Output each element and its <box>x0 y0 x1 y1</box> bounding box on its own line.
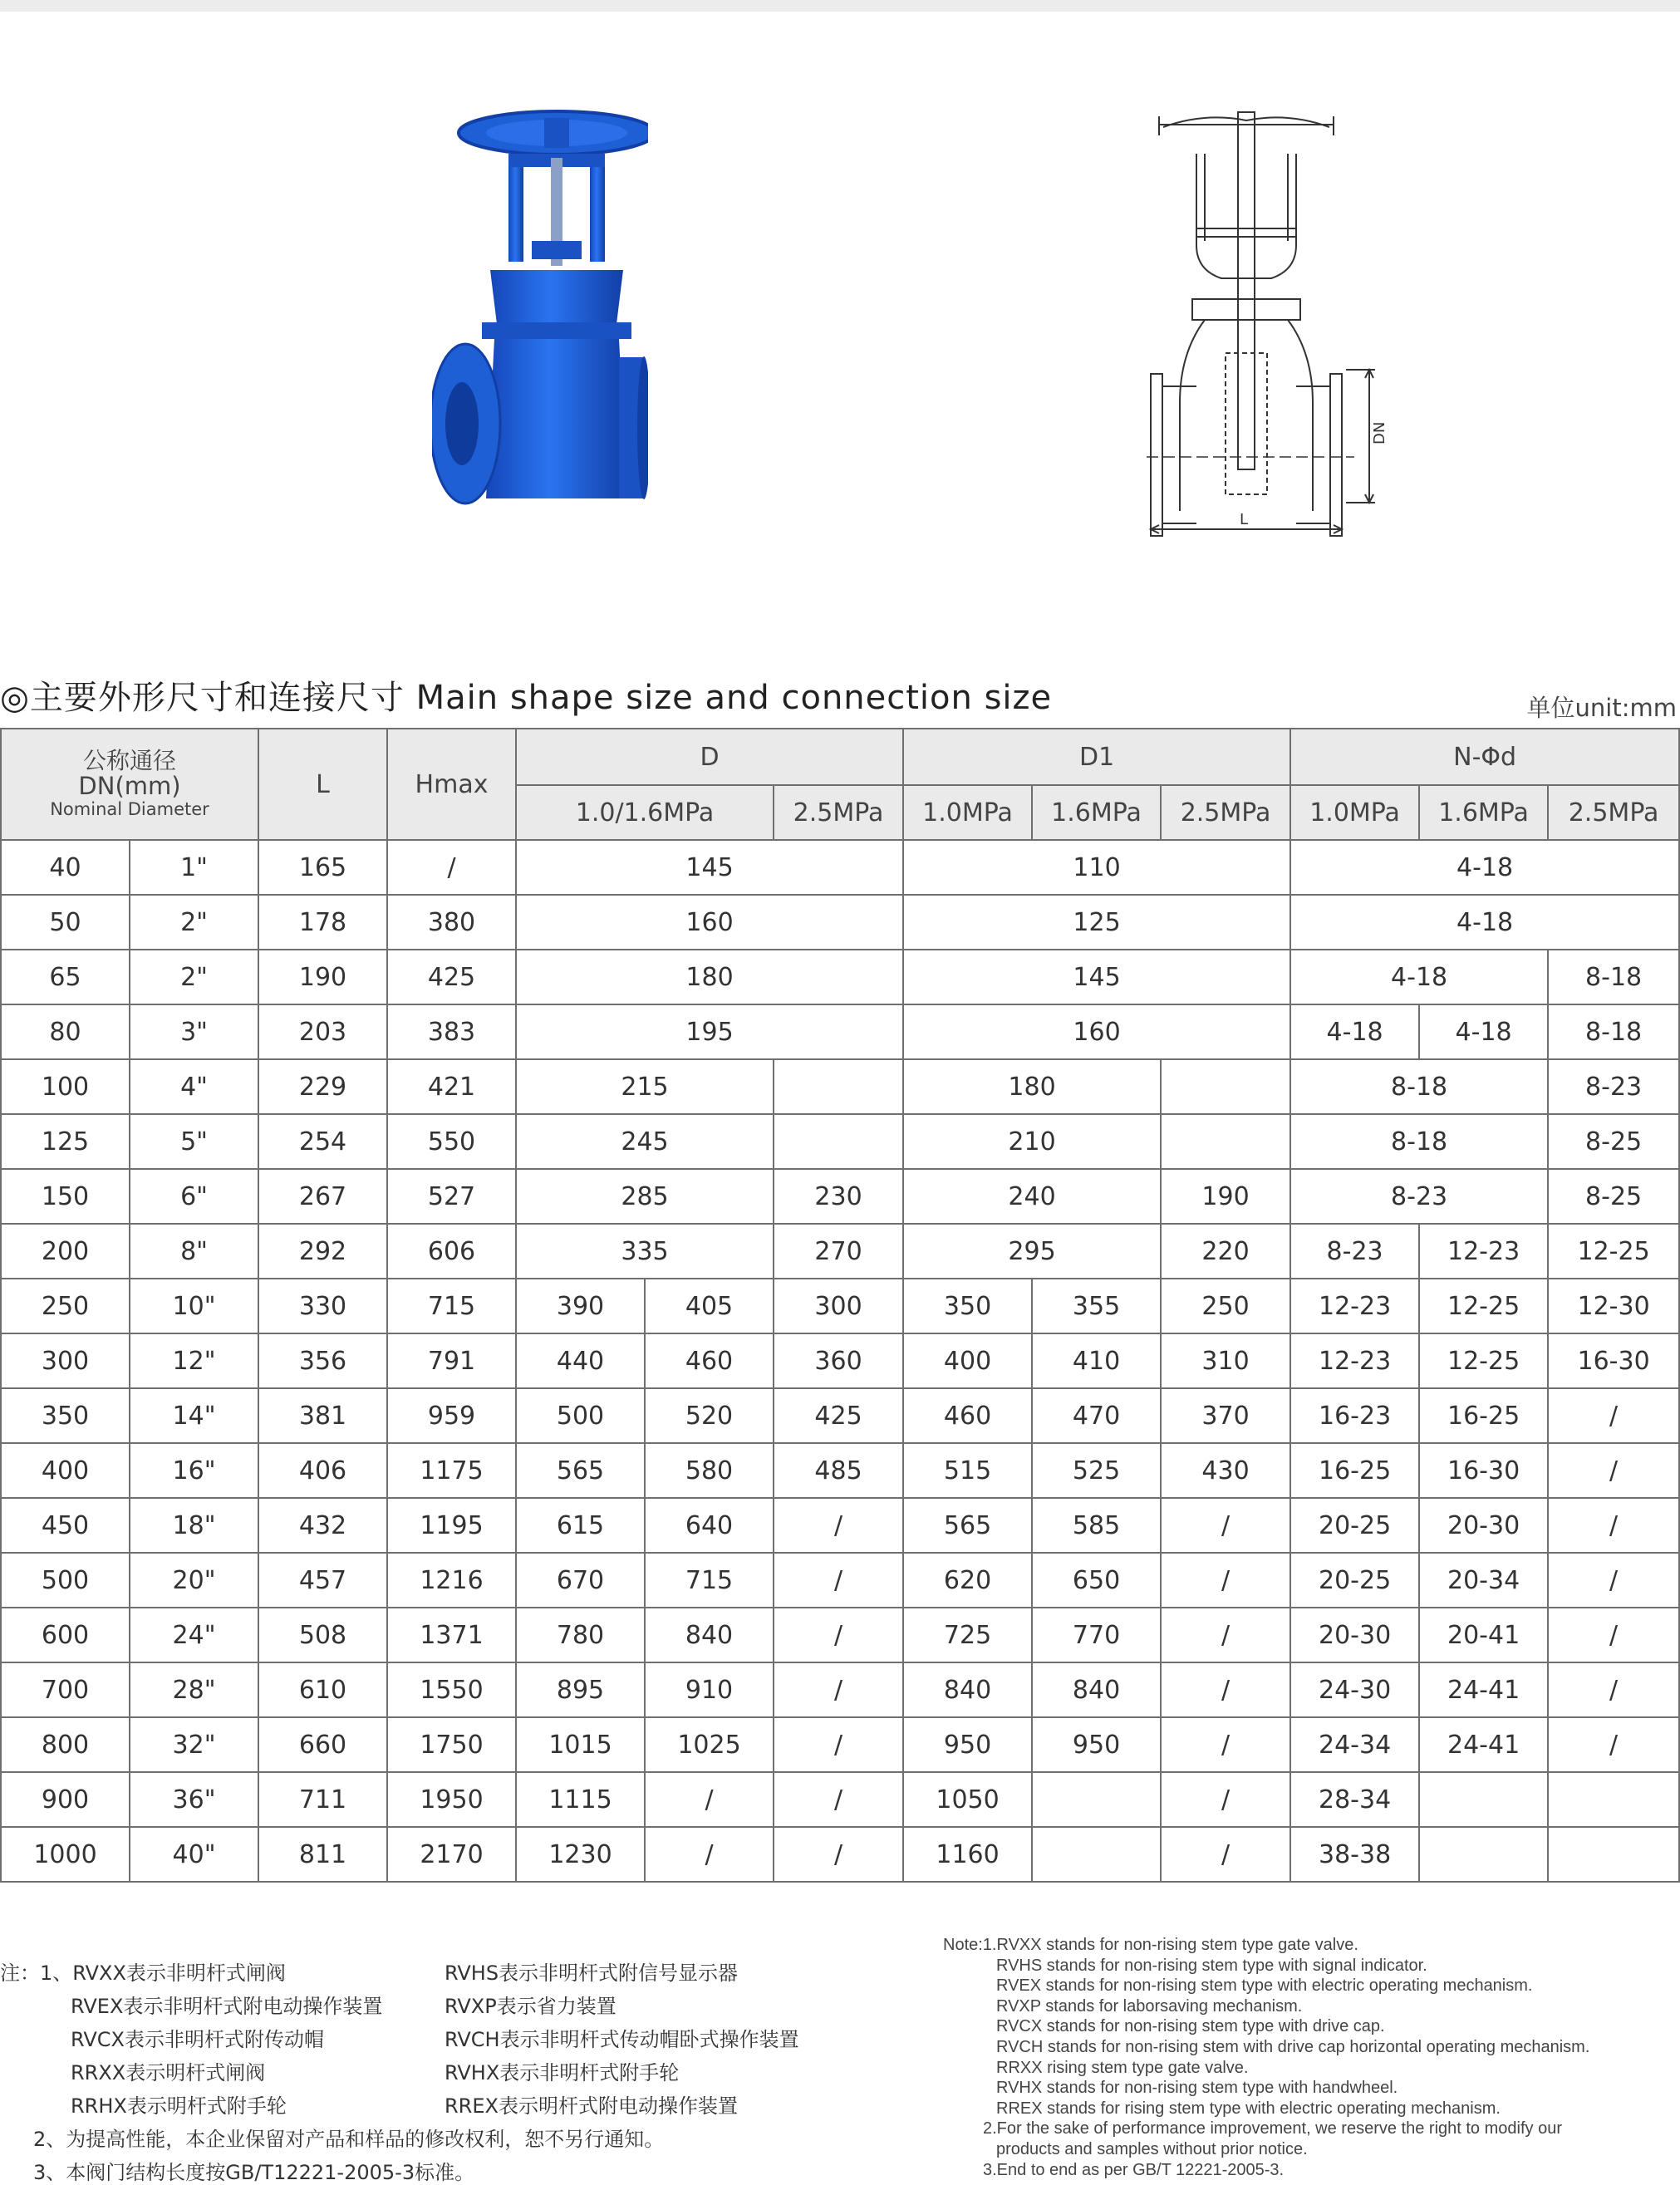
cell-N: / <box>1548 1717 1679 1772</box>
cell-D: 910 <box>645 1662 774 1717</box>
note-en-line: RVHX stands for non-rising stem type with handwheel. <box>996 2079 1398 2098</box>
cell-dn: 65 <box>1 950 130 1004</box>
cell-hmax: 715 <box>387 1279 516 1333</box>
cell-D: 840 <box>645 1608 774 1662</box>
cell-D1 <box>1032 1772 1161 1827</box>
cell-D1: 470 <box>1032 1388 1161 1443</box>
cell-D1: / <box>1161 1553 1290 1608</box>
dn-label: DN <box>1371 421 1388 444</box>
cell-N: 20-25 <box>1290 1553 1419 1608</box>
cell-D1 <box>1032 1827 1161 1882</box>
note-en-line: RVCX stands for non-rising stem type with drive cap. <box>996 2017 1385 2036</box>
cell-L: 330 <box>258 1279 387 1333</box>
cell-N: 24-30 <box>1290 1662 1419 1717</box>
cell-D1: 400 <box>903 1333 1032 1388</box>
cell-inch: 18" <box>130 1498 258 1553</box>
cell-L: 381 <box>258 1388 387 1443</box>
cell-D: 1015 <box>516 1717 645 1772</box>
cell-D1: 585 <box>1032 1498 1161 1553</box>
cell-D: 1230 <box>516 1827 645 1882</box>
cell-N: 8-25 <box>1548 1114 1679 1169</box>
note-zh-line: RVHX表示非明杆式附手轮 <box>445 2061 680 2084</box>
cell-dn: 400 <box>1 1443 130 1498</box>
cell-N: 24-34 <box>1290 1717 1419 1772</box>
cell-D1: 620 <box>903 1553 1032 1608</box>
cell-D1: 240 <box>903 1169 1161 1224</box>
cell-N <box>1419 1827 1548 1882</box>
cell-D1: 220 <box>1161 1224 1290 1279</box>
cell-dn: 40 <box>1 840 130 895</box>
cell-hmax: 1371 <box>387 1608 516 1662</box>
cell-D1: 160 <box>903 1004 1290 1059</box>
table-row <box>1 1827 1679 1882</box>
table-row <box>1 1443 1679 1498</box>
cell-dn: 700 <box>1 1662 130 1717</box>
cell-L: 711 <box>258 1772 387 1827</box>
cell-inch: 12" <box>130 1333 258 1388</box>
table-row <box>1 1169 1679 1224</box>
cell-D: / <box>645 1827 774 1882</box>
cell-N: 8-18 <box>1548 1004 1679 1059</box>
cell-inch: 10" <box>130 1279 258 1333</box>
cell-inch: 6" <box>130 1169 258 1224</box>
cell-D: 580 <box>645 1443 774 1498</box>
note-en-line: RVCH stands for non-rising stem with drive cap horizontal operating mechanism. <box>996 2037 1590 2056</box>
cell-N: 20-41 <box>1419 1608 1548 1662</box>
cell-N: 16-30 <box>1548 1333 1679 1388</box>
cell-D1: / <box>1161 1498 1290 1553</box>
cell-L: 610 <box>258 1662 387 1717</box>
cell-N: 24-41 <box>1419 1662 1548 1717</box>
note-zh-line: 2、为提高性能，本企业保留对产品和样品的修改权利，恕不另行通知。 <box>33 2128 665 2151</box>
cell-N: 8-25 <box>1548 1169 1679 1224</box>
cell-inch: 14" <box>130 1388 258 1443</box>
cell-N: 28-34 <box>1290 1772 1419 1827</box>
cell-D: 390 <box>516 1279 645 1333</box>
cell-L: 165 <box>258 840 387 895</box>
cell-D1: 145 <box>903 950 1290 1004</box>
cell-N: 8-18 <box>1290 1114 1548 1169</box>
cell-D1: 110 <box>903 840 1290 895</box>
cell-N: 8-23 <box>1548 1059 1679 1114</box>
cell-dn: 100 <box>1 1059 130 1114</box>
cell-D: 670 <box>516 1553 645 1608</box>
header-Hmax: Hmax <box>387 729 516 840</box>
table-row <box>1 1114 1679 1169</box>
cell-D1: 210 <box>903 1114 1161 1169</box>
cell-inch: 36" <box>130 1772 258 1827</box>
cell-N: / <box>1548 1443 1679 1498</box>
note-en-line: RVHS stands for non-rising stem type with signal indicator. <box>996 1956 1427 1975</box>
cell-D1 <box>1161 1114 1290 1169</box>
cell-N: 12-23 <box>1290 1333 1419 1388</box>
note-en-line: Note:1.RVXX stands for non-rising stem type gate valve. <box>943 1936 1358 1954</box>
cell-D1: 725 <box>903 1608 1032 1662</box>
cell-D: / <box>774 1772 903 1827</box>
top-bar <box>0 0 1680 12</box>
table-row <box>1 1608 1679 1662</box>
gate-valve-photo <box>432 108 648 548</box>
cell-N: 8-23 <box>1290 1169 1548 1224</box>
cell-inch: 2" <box>130 950 258 1004</box>
cell-N: 38-38 <box>1290 1827 1419 1882</box>
dimension-table <box>0 728 1680 1883</box>
cell-dn: 1000 <box>1 1827 130 1882</box>
cell-D1: 250 <box>1161 1279 1290 1333</box>
table-row <box>1 1224 1679 1279</box>
cell-D: 180 <box>516 950 903 1004</box>
header-D1: D1 <box>903 729 1290 785</box>
cell-N: 12-25 <box>1419 1333 1548 1388</box>
cell-D1: 840 <box>903 1662 1032 1717</box>
cell-N: 12-30 <box>1548 1279 1679 1333</box>
cell-D: 270 <box>774 1224 903 1279</box>
cell-N: 4-18 <box>1290 840 1679 895</box>
cell-hmax: / <box>387 840 516 895</box>
note-en-line: RRXX rising stem type gate valve. <box>996 2058 1249 2077</box>
cell-N <box>1548 1772 1679 1827</box>
header-nominal-diameter: 公称通径 DN(mm) Nominal Diameter <box>1 729 258 840</box>
cell-D: / <box>774 1717 903 1772</box>
cell-D: 520 <box>645 1388 774 1443</box>
cell-hmax: 1216 <box>387 1553 516 1608</box>
cell-N: / <box>1548 1662 1679 1717</box>
l-label: L <box>1240 511 1249 528</box>
table-row <box>1 1717 1679 1772</box>
cell-D1: 460 <box>903 1388 1032 1443</box>
cell-D: 335 <box>516 1224 774 1279</box>
cell-dn: 350 <box>1 1388 130 1443</box>
note-zh-line: RVCX表示非明杆式附传动帽 <box>71 2028 324 2051</box>
cell-D: / <box>774 1608 903 1662</box>
cell-N: 16-23 <box>1290 1388 1419 1443</box>
cell-inch: 16" <box>130 1443 258 1498</box>
note-zh-line: RVHS表示非明杆式附信号显示器 <box>445 1962 739 1985</box>
cell-hmax: 550 <box>387 1114 516 1169</box>
cell-D <box>774 1059 903 1114</box>
cell-D: 440 <box>516 1333 645 1388</box>
note-en-line: RREX stands for rising stem type with electric operating mechanism. <box>996 2099 1501 2118</box>
cell-N: / <box>1548 1498 1679 1553</box>
cell-N: / <box>1548 1608 1679 1662</box>
cell-L: 267 <box>258 1169 387 1224</box>
cell-N: 20-34 <box>1419 1553 1548 1608</box>
cell-D: 715 <box>645 1553 774 1608</box>
cell-dn: 500 <box>1 1553 130 1608</box>
table-row <box>1 840 1679 895</box>
header-d1-pressure-2: 1.6MPa <box>1032 785 1161 840</box>
cell-D1: 1160 <box>903 1827 1032 1882</box>
header-d1-pressure-3: 2.5MPa <box>1161 785 1290 840</box>
cell-N: 16-30 <box>1419 1443 1548 1498</box>
cell-inch: 32" <box>130 1717 258 1772</box>
cell-D: / <box>645 1772 774 1827</box>
cell-hmax: 791 <box>387 1333 516 1388</box>
table-row <box>1 950 1679 1004</box>
cell-hmax: 1550 <box>387 1662 516 1717</box>
cell-dn: 800 <box>1 1717 130 1772</box>
cell-hmax: 380 <box>387 895 516 950</box>
cell-N: 12-25 <box>1548 1224 1679 1279</box>
cell-D1: / <box>1161 1717 1290 1772</box>
cell-D: 300 <box>774 1279 903 1333</box>
cell-D1: 295 <box>903 1224 1161 1279</box>
cell-dn: 900 <box>1 1772 130 1827</box>
cell-dn: 125 <box>1 1114 130 1169</box>
cell-inch: 20" <box>130 1553 258 1608</box>
cell-L: 203 <box>258 1004 387 1059</box>
cell-N: 4-18 <box>1290 1004 1419 1059</box>
note-zh-line: 3、本阀门结构长度按GB/T12221-2005-3标准。 <box>33 2161 475 2184</box>
cell-N: 8-18 <box>1548 950 1679 1004</box>
note-zh-line: RRXX表示明杆式闸阀 <box>71 2061 266 2084</box>
cell-N: / <box>1548 1553 1679 1608</box>
cell-D1: / <box>1161 1662 1290 1717</box>
cell-L: 508 <box>258 1608 387 1662</box>
cell-hmax: 1195 <box>387 1498 516 1553</box>
cell-N: 4-18 <box>1419 1004 1548 1059</box>
cell-hmax: 425 <box>387 950 516 1004</box>
cell-D1: 840 <box>1032 1662 1161 1717</box>
cell-dn: 300 <box>1 1333 130 1388</box>
cell-inch: 5" <box>130 1114 258 1169</box>
cell-D1: 180 <box>903 1059 1161 1114</box>
header-n-pressure-3: 2.5MPa <box>1548 785 1679 840</box>
cell-D1: 370 <box>1161 1388 1290 1443</box>
cell-hmax: 421 <box>387 1059 516 1114</box>
cell-D1: 515 <box>903 1443 1032 1498</box>
note-zh-line: RRHX表示明杆式附手轮 <box>71 2094 287 2118</box>
cell-L: 229 <box>258 1059 387 1114</box>
cell-D: / <box>774 1498 903 1553</box>
cell-N: 4-18 <box>1290 895 1679 950</box>
cell-D1: 430 <box>1161 1443 1290 1498</box>
cell-D1: / <box>1161 1827 1290 1882</box>
cell-hmax: 959 <box>387 1388 516 1443</box>
cell-D: 485 <box>774 1443 903 1498</box>
cell-D1: 1050 <box>903 1772 1032 1827</box>
table-row <box>1 1004 1679 1059</box>
cell-dn: 600 <box>1 1608 130 1662</box>
cell-hmax: 2170 <box>387 1827 516 1882</box>
cell-D: 160 <box>516 895 903 950</box>
cell-D <box>774 1114 903 1169</box>
unit-label: 单位unit:mm <box>1526 694 1677 722</box>
cell-L: 178 <box>258 895 387 950</box>
cell-L: 432 <box>258 1498 387 1553</box>
header-d-pressure-2: 2.5MPa <box>774 785 903 840</box>
cell-L: 190 <box>258 950 387 1004</box>
cell-D: 895 <box>516 1662 645 1717</box>
cell-D1: 125 <box>903 895 1290 950</box>
cell-inch: 4" <box>130 1059 258 1114</box>
valve-dimension-drawing <box>1147 104 1396 540</box>
table-row <box>1 1662 1679 1717</box>
note-zh-line: RVCH表示非明杆式传动帽卧式操作装置 <box>445 2028 799 2051</box>
cell-D1 <box>1161 1059 1290 1114</box>
cell-D1: 525 <box>1032 1443 1161 1498</box>
cell-D: 565 <box>516 1443 645 1498</box>
cell-dn: 80 <box>1 1004 130 1059</box>
cell-D: 245 <box>516 1114 774 1169</box>
cell-D: 1025 <box>645 1717 774 1772</box>
cell-N: 8-18 <box>1290 1059 1548 1114</box>
cell-L: 457 <box>258 1553 387 1608</box>
cell-L: 254 <box>258 1114 387 1169</box>
cell-N: 20-30 <box>1290 1608 1419 1662</box>
cell-D: / <box>774 1827 903 1882</box>
cell-N: 8-23 <box>1290 1224 1419 1279</box>
table-row <box>1 1772 1679 1827</box>
cell-hmax: 1950 <box>387 1772 516 1827</box>
cell-dn: 200 <box>1 1224 130 1279</box>
cell-D: 500 <box>516 1388 645 1443</box>
cell-D1: 410 <box>1032 1333 1161 1388</box>
header-d1-pressure-1: 1.0MPa <box>903 785 1032 840</box>
cell-D1: 950 <box>1032 1717 1161 1772</box>
cell-inch: 3" <box>130 1004 258 1059</box>
table-row <box>1 1388 1679 1443</box>
note-zh-line: RVXP表示省力装置 <box>445 1995 616 2018</box>
note-en-line: RVXP stands for laborsaving mechanism. <box>996 1996 1303 2016</box>
cell-hmax: 606 <box>387 1224 516 1279</box>
cell-D: / <box>774 1662 903 1717</box>
cell-dn: 150 <box>1 1169 130 1224</box>
table-row <box>1 1279 1679 1333</box>
cell-D: / <box>774 1553 903 1608</box>
cell-N: / <box>1548 1388 1679 1443</box>
cell-hmax: 1750 <box>387 1717 516 1772</box>
cell-D1: 565 <box>903 1498 1032 1553</box>
cell-N <box>1419 1772 1548 1827</box>
cell-inch: 8" <box>130 1224 258 1279</box>
cell-N: 16-25 <box>1290 1443 1419 1498</box>
cell-D1: 650 <box>1032 1553 1161 1608</box>
header-N-phid: N-Φd <box>1290 729 1679 785</box>
cell-D1: 770 <box>1032 1608 1161 1662</box>
section-title: ◎主要外形尺寸和连接尺寸 Main shape size and connection size <box>0 679 1053 717</box>
header-L: L <box>258 729 387 840</box>
cell-dn: 250 <box>1 1279 130 1333</box>
cell-L: 406 <box>258 1443 387 1498</box>
cell-D1: 310 <box>1161 1333 1290 1388</box>
notes-english <box>943 1935 1674 2180</box>
cell-L: 356 <box>258 1333 387 1388</box>
cell-D: 285 <box>516 1169 774 1224</box>
cell-hmax: 527 <box>387 1169 516 1224</box>
cell-N <box>1548 1827 1679 1882</box>
cell-D: 460 <box>645 1333 774 1388</box>
cell-inch: 28" <box>130 1662 258 1717</box>
cell-inch: 1" <box>130 840 258 895</box>
cell-N: 12-25 <box>1419 1279 1548 1333</box>
cell-D1: 350 <box>903 1279 1032 1333</box>
note-en-line: RVEX stands for non-rising stem type with electric operating mechanism. <box>996 1976 1533 1996</box>
cell-L: 811 <box>258 1827 387 1882</box>
cell-D1: 355 <box>1032 1279 1161 1333</box>
cell-D1: 190 <box>1161 1169 1290 1224</box>
table-row <box>1 1333 1679 1388</box>
header-D: D <box>516 729 903 785</box>
cell-dn: 450 <box>1 1498 130 1553</box>
cell-D: 230 <box>774 1169 903 1224</box>
cell-N: 12-23 <box>1290 1279 1419 1333</box>
cell-L: 660 <box>258 1717 387 1772</box>
cell-D: 1115 <box>516 1772 645 1827</box>
cell-inch: 40" <box>130 1827 258 1882</box>
note-en-line: 3.End to end as per GB/T 12221-2005-3. <box>983 2160 1285 2179</box>
cell-hmax: 1175 <box>387 1443 516 1498</box>
cell-D: 195 <box>516 1004 903 1059</box>
note-zh-line: RVEX表示非明杆式附电动操作装置 <box>71 1995 383 2018</box>
cell-D1: / <box>1161 1608 1290 1662</box>
table-row <box>1 1059 1679 1114</box>
table-row <box>1 1498 1679 1553</box>
table-row <box>1 1553 1679 1608</box>
cell-inch: 24" <box>130 1608 258 1662</box>
table-row <box>1 895 1679 950</box>
cell-D: 145 <box>516 840 903 895</box>
cell-N: 24-41 <box>1419 1717 1548 1772</box>
header-d-pressure-1: 1.0/1.6MPa <box>516 785 774 840</box>
cell-N: 12-23 <box>1419 1224 1548 1279</box>
cell-D: 425 <box>774 1388 903 1443</box>
cell-D: 405 <box>645 1279 774 1333</box>
cell-N: 20-25 <box>1290 1498 1419 1553</box>
cell-D1: 950 <box>903 1717 1032 1772</box>
cell-D: 360 <box>774 1333 903 1388</box>
header-n-pressure-1: 1.0MPa <box>1290 785 1419 840</box>
cell-N: 4-18 <box>1290 950 1548 1004</box>
header-n-pressure-2: 1.6MPa <box>1419 785 1548 840</box>
cell-D: 640 <box>645 1498 774 1553</box>
cell-D: 615 <box>516 1498 645 1553</box>
note-zh-line: 注：1、RVXX表示非明杆式闸阀 <box>0 1962 286 1985</box>
cell-L: 292 <box>258 1224 387 1279</box>
cell-D: 780 <box>516 1608 645 1662</box>
cell-inch: 2" <box>130 895 258 950</box>
cell-N: 16-25 <box>1419 1388 1548 1443</box>
cell-dn: 50 <box>1 895 130 950</box>
note-zh-line: RREX表示明杆式附电动操作装置 <box>445 2094 738 2118</box>
cell-N: 20-30 <box>1419 1498 1548 1553</box>
cell-D: 215 <box>516 1059 774 1114</box>
note-en-line: 2.For the sake of performance improvement, we reserve the right to modify our <box>983 2119 1562 2138</box>
cell-D1: / <box>1161 1772 1290 1827</box>
cell-hmax: 383 <box>387 1004 516 1059</box>
note-en-line: products and samples without prior notice. <box>996 2139 1308 2158</box>
